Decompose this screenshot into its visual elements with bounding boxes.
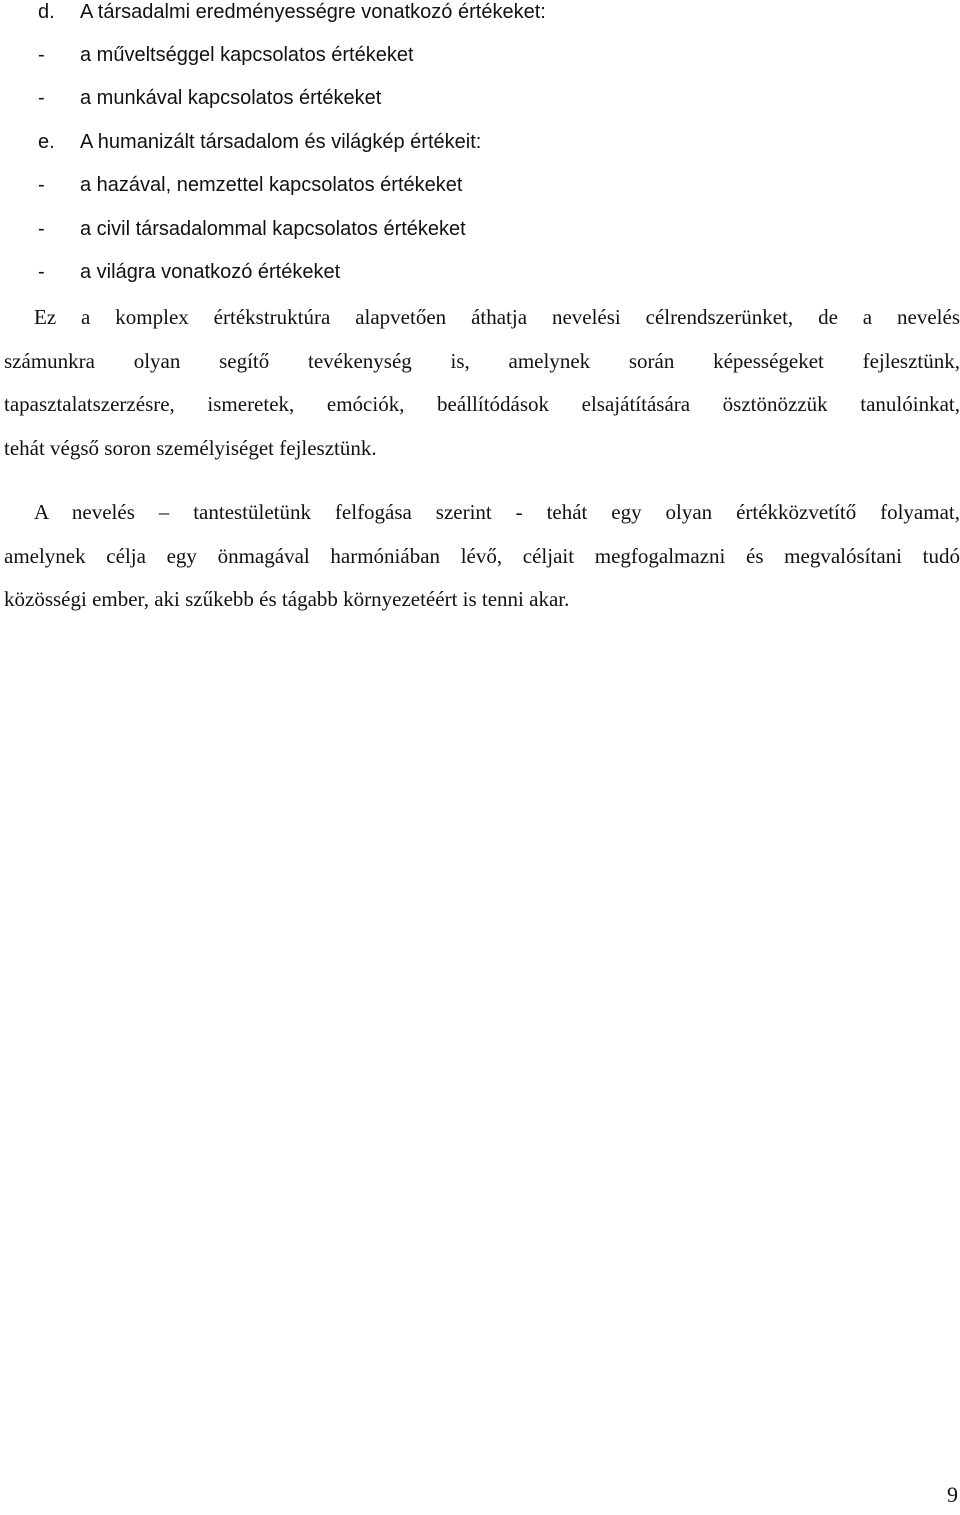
outline-subitem xyxy=(0,86,960,110)
paragraph-line: tehát végső soron személyiséget fejlesztünk. xyxy=(4,436,377,461)
outline-subitem xyxy=(0,260,960,284)
outline-marker: d. xyxy=(38,1,55,23)
outline-text: A társadalmi eredményességre vonatkozó értékeket: xyxy=(80,1,546,23)
outline-marker: - xyxy=(38,174,45,196)
outline-marker: - xyxy=(38,261,45,283)
outline-marker: - xyxy=(38,44,45,66)
paragraph-line: A nevelés – tantestületünk felfogása szerint - tehát egy olyan értékközvetítő folyamat, xyxy=(34,500,960,524)
outline-text: a civil társadalommal kapcsolatos értékeket xyxy=(80,218,466,240)
outline-item-e xyxy=(0,130,960,154)
paragraph-values xyxy=(4,296,960,471)
outline-marker: - xyxy=(38,87,45,109)
paragraph-line: Ez a komplex értékstruktúra alapvetően áthatja nevelési célrendszerünket, de a nevelés xyxy=(34,305,960,329)
outline-marker: e. xyxy=(38,131,55,153)
page-number: 9 xyxy=(947,1482,958,1507)
outline-text: a világra vonatkozó értékeket xyxy=(80,261,341,283)
outline-marker: - xyxy=(38,218,45,240)
outline-text: A humanizált társadalom és világkép értékeit: xyxy=(80,131,482,153)
outline-subitem xyxy=(0,173,960,197)
paragraph-education xyxy=(4,491,960,622)
paragraph-line: számunkra olyan segítő tevékenység is, amelynek során képességeket fejlesztünk, xyxy=(4,348,960,373)
outline-subitem xyxy=(0,217,960,241)
paragraph-line: közösségi ember, aki szűkebb és tágabb környezetéért is tenni akar. xyxy=(4,587,570,612)
outline-text: a hazával, nemzettel kapcsolatos értékeket xyxy=(80,174,463,196)
paragraph-line: tapasztalatszerzésre, ismeretek, emóciók, beállítódások elsajátítására ösztönözzük tanulóinkat, xyxy=(4,392,960,417)
outline-text: a műveltséggel kapcsolatos értékeket xyxy=(80,44,414,66)
paragraph-line: amelynek célja egy önmagával harmóniában lévő, céljait megfogalmazni és megvalósítani tudó xyxy=(4,543,960,568)
outline-item-d xyxy=(0,0,960,24)
outline-subitem xyxy=(0,43,960,67)
outline-text: a munkával kapcsolatos értékeket xyxy=(80,87,382,109)
